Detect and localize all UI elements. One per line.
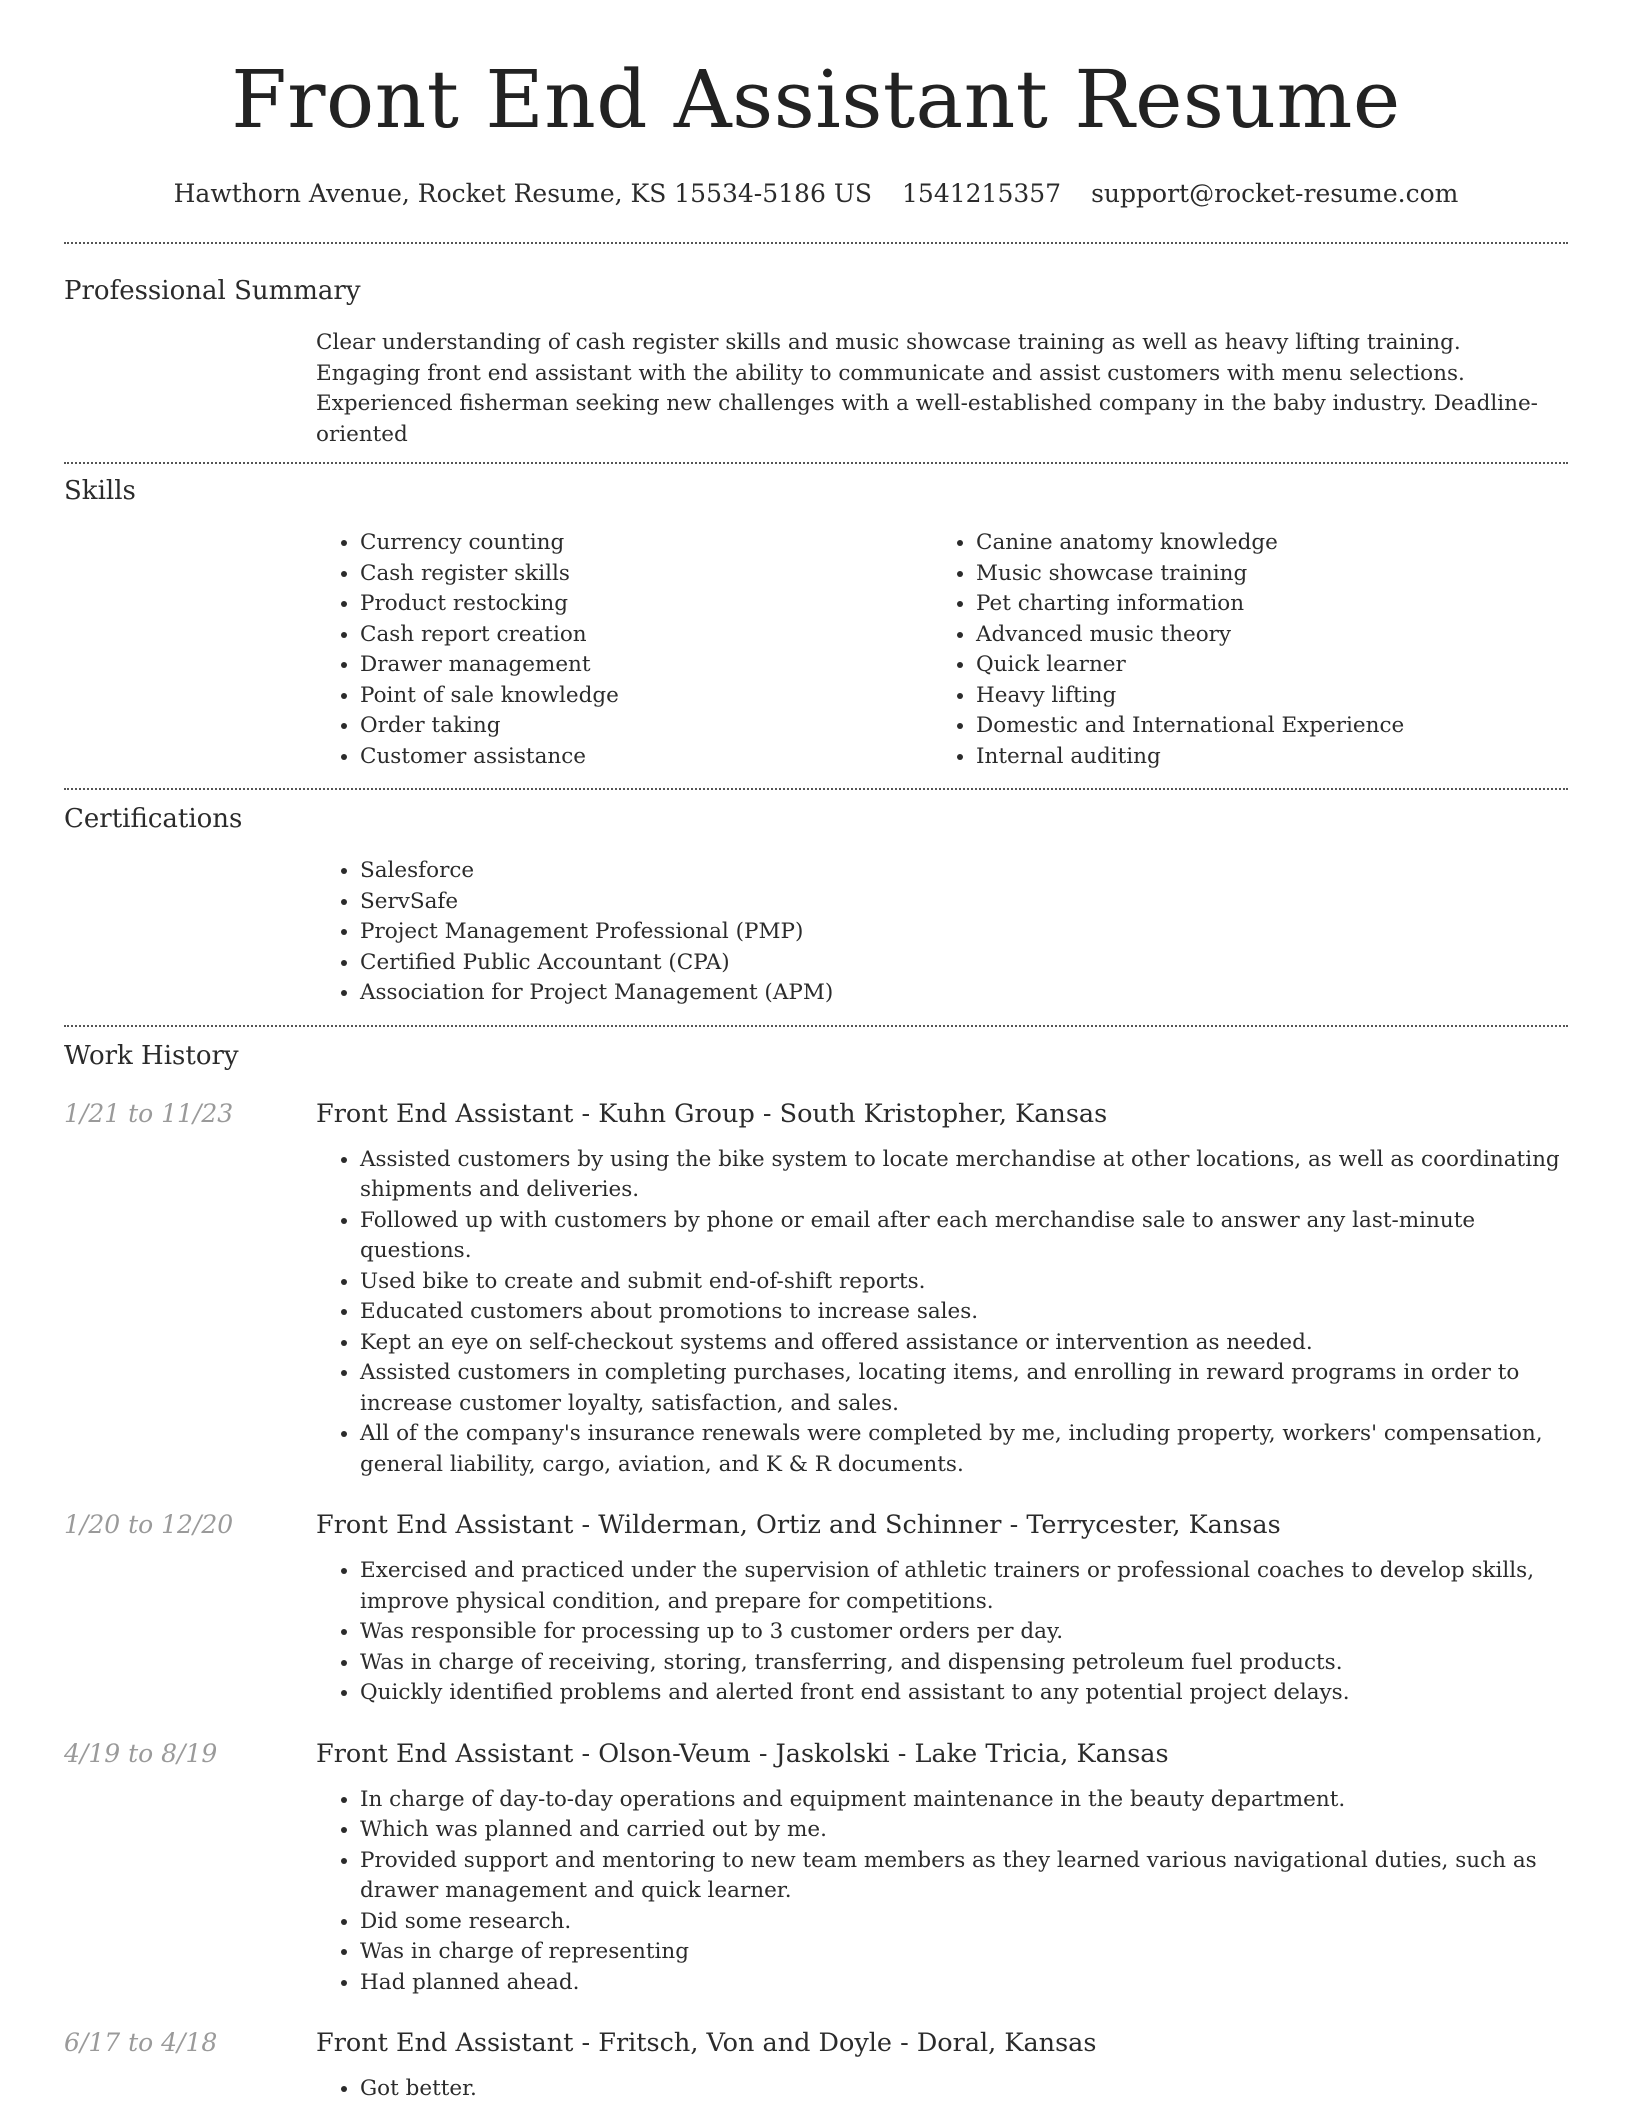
list-item: • Canine anatomy knowledge [976, 528, 1568, 559]
skills-heading: Skills [64, 476, 136, 506]
list-item: • Had planned ahead. [360, 1968, 1568, 1999]
list-item: • Assisted customers in completing purchases, locating items, and enrolling in reward programs in order to increase customer loyalty, satisfaction, and sales. [360, 1358, 1568, 1419]
list-item: • Exercised and practiced under the supervision of athletic trainers or professional coaches to develop skills, improve physical condition, and prepare for competitions. [360, 1556, 1568, 1617]
skills-section [64, 464, 1568, 788]
list-item: • ServSafe [360, 887, 1568, 918]
list-item: • Was in charge of receiving, storing, transferring, and dispensing petroleum fuel products. [360, 1648, 1568, 1679]
list-item: • Product restocking [360, 589, 932, 620]
contact-email: support@rocket-resume.com [1091, 179, 1459, 208]
contact-line [64, 178, 1568, 210]
list-item: • Salesforce [360, 856, 1568, 887]
list-item: • Drawer management [360, 650, 932, 681]
job-dates: 1/20 to 12/20 [64, 1510, 234, 1539]
list-item: • Got better. [360, 2074, 1568, 2105]
list-item: • All of the company's insurance renewals were completed by me, including property, workers' compensation, general liability, cargo, aviation, and K & R documents. [360, 1419, 1568, 1480]
list-item: • Association for Project Management (APM) [360, 978, 1568, 1009]
summary-body [316, 328, 1568, 450]
skills-list-left [316, 528, 932, 772]
job-bullets [316, 1145, 1568, 1481]
list-item: • Assisted customers by using the bike system to locate merchandise at other locations, as well as coordinating shipments and deliveries. [360, 1145, 1568, 1206]
list-item: • Cash report creation [360, 620, 932, 651]
list-item: • Heavy lifting [976, 681, 1568, 712]
certifications-section [64, 790, 1568, 1025]
job-dates: 6/17 to 4/18 [64, 2028, 218, 2057]
job-dates: 1/21 to 11/23 [64, 1098, 234, 1128]
job-entry [64, 1508, 1568, 1709]
job-dates: 4/19 to 8/19 [64, 1738, 218, 1768]
list-item: • Was responsible for processing up to 3 customer orders per day. [360, 1617, 1568, 1648]
job-bullets [316, 1556, 1568, 1709]
certifications-body [316, 856, 1568, 1009]
list-item: • Used bike to create and submit end-of-shift reports. [360, 1267, 1568, 1298]
work-history-section [64, 1027, 1568, 2105]
list-item: • In charge of day-to-day operations and equipment maintenance in the beauty department. [360, 1785, 1568, 1816]
certifications-list [316, 856, 1568, 1009]
job-title: Front End Assistant - Fritsch, Von and Doyle - Doral, Kansas [316, 2028, 1097, 2058]
list-item: • Educated customers about promotions to increase sales. [360, 1297, 1568, 1328]
skills-body [316, 528, 1568, 772]
certifications-heading: Certifications [64, 804, 243, 834]
contact-phone: 1541215357 [902, 179, 1062, 208]
job-entry [64, 1737, 1568, 1999]
list-item: • Advanced music theory [976, 620, 1568, 651]
list-item: • Point of sale knowledge [360, 681, 932, 712]
list-item: • Which was planned and carried out by me. [360, 1815, 1568, 1846]
list-item: • Customer assistance [360, 742, 932, 773]
work-history-heading: Work History [64, 1040, 239, 1071]
list-item: • Internal auditing [976, 742, 1568, 773]
list-item: • Order taking [360, 711, 932, 742]
job-bullets [316, 1785, 1568, 1999]
list-item: • Domestic and International Experience [976, 711, 1568, 742]
list-item: • Music showcase training [976, 559, 1568, 590]
contact-address: Hawthorn Avenue, Rocket Resume, KS 15534-5186 US [173, 179, 873, 208]
list-item: • Quickly identified problems and alerted front end assistant to any potential project delays. [360, 1678, 1568, 1709]
job-title: Front End Assistant - Kuhn Group - South Kristopher, Kansas [316, 1098, 1108, 1129]
job-bullets [316, 2074, 1568, 2105]
summary-section [64, 244, 1568, 462]
list-item: • Followed up with customers by phone or email after each merchandise sale to answer any last-minute questions. [360, 1206, 1568, 1267]
list-item: • Quick learner [976, 650, 1568, 681]
list-item: • Provided support and mentoring to new team members as they learned various navigational duties, such as drawer management and quick learner. [360, 1846, 1568, 1907]
summary-text: Clear understanding of cash register skills and music showcase training as well as heavy lifting training. Engaging front end assistant with the ability to communicate and assist customers with menu selections. Experienced fisherman seeking new challenges with a well-established company in the baby industry. Deadline-oriented [316, 330, 1538, 447]
list-item: • Pet charting information [976, 589, 1568, 620]
list-item: • Kept an eye on self-checkout systems and offered assistance or intervention as needed. [360, 1328, 1568, 1359]
list-item: • Was in charge of representing [360, 1937, 1568, 1968]
job-title: Front End Assistant - Olson-Veum - Jaskolski - Lake Tricia, Kansas [316, 1738, 1169, 1769]
job-entry [64, 2026, 1568, 2105]
list-item: • Currency counting [360, 528, 932, 559]
list-item: • Did some research. [360, 1907, 1568, 1938]
job-title: Front End Assistant - Wilderman, Ortiz and Schinner - Terrycester, Kansas [316, 1510, 1281, 1540]
list-item: • Certified Public Accountant (CPA) [360, 948, 1568, 979]
list-item: • Cash register skills [360, 559, 932, 590]
job-entry [64, 1097, 1568, 1481]
summary-heading: Professional Summary [64, 276, 361, 306]
skills-list-right [932, 528, 1568, 772]
list-item: • Project Management Professional (PMP) [360, 917, 1568, 948]
resume-header [64, 52, 1568, 210]
resume-title: Front End Assistant Resume [231, 53, 1401, 146]
